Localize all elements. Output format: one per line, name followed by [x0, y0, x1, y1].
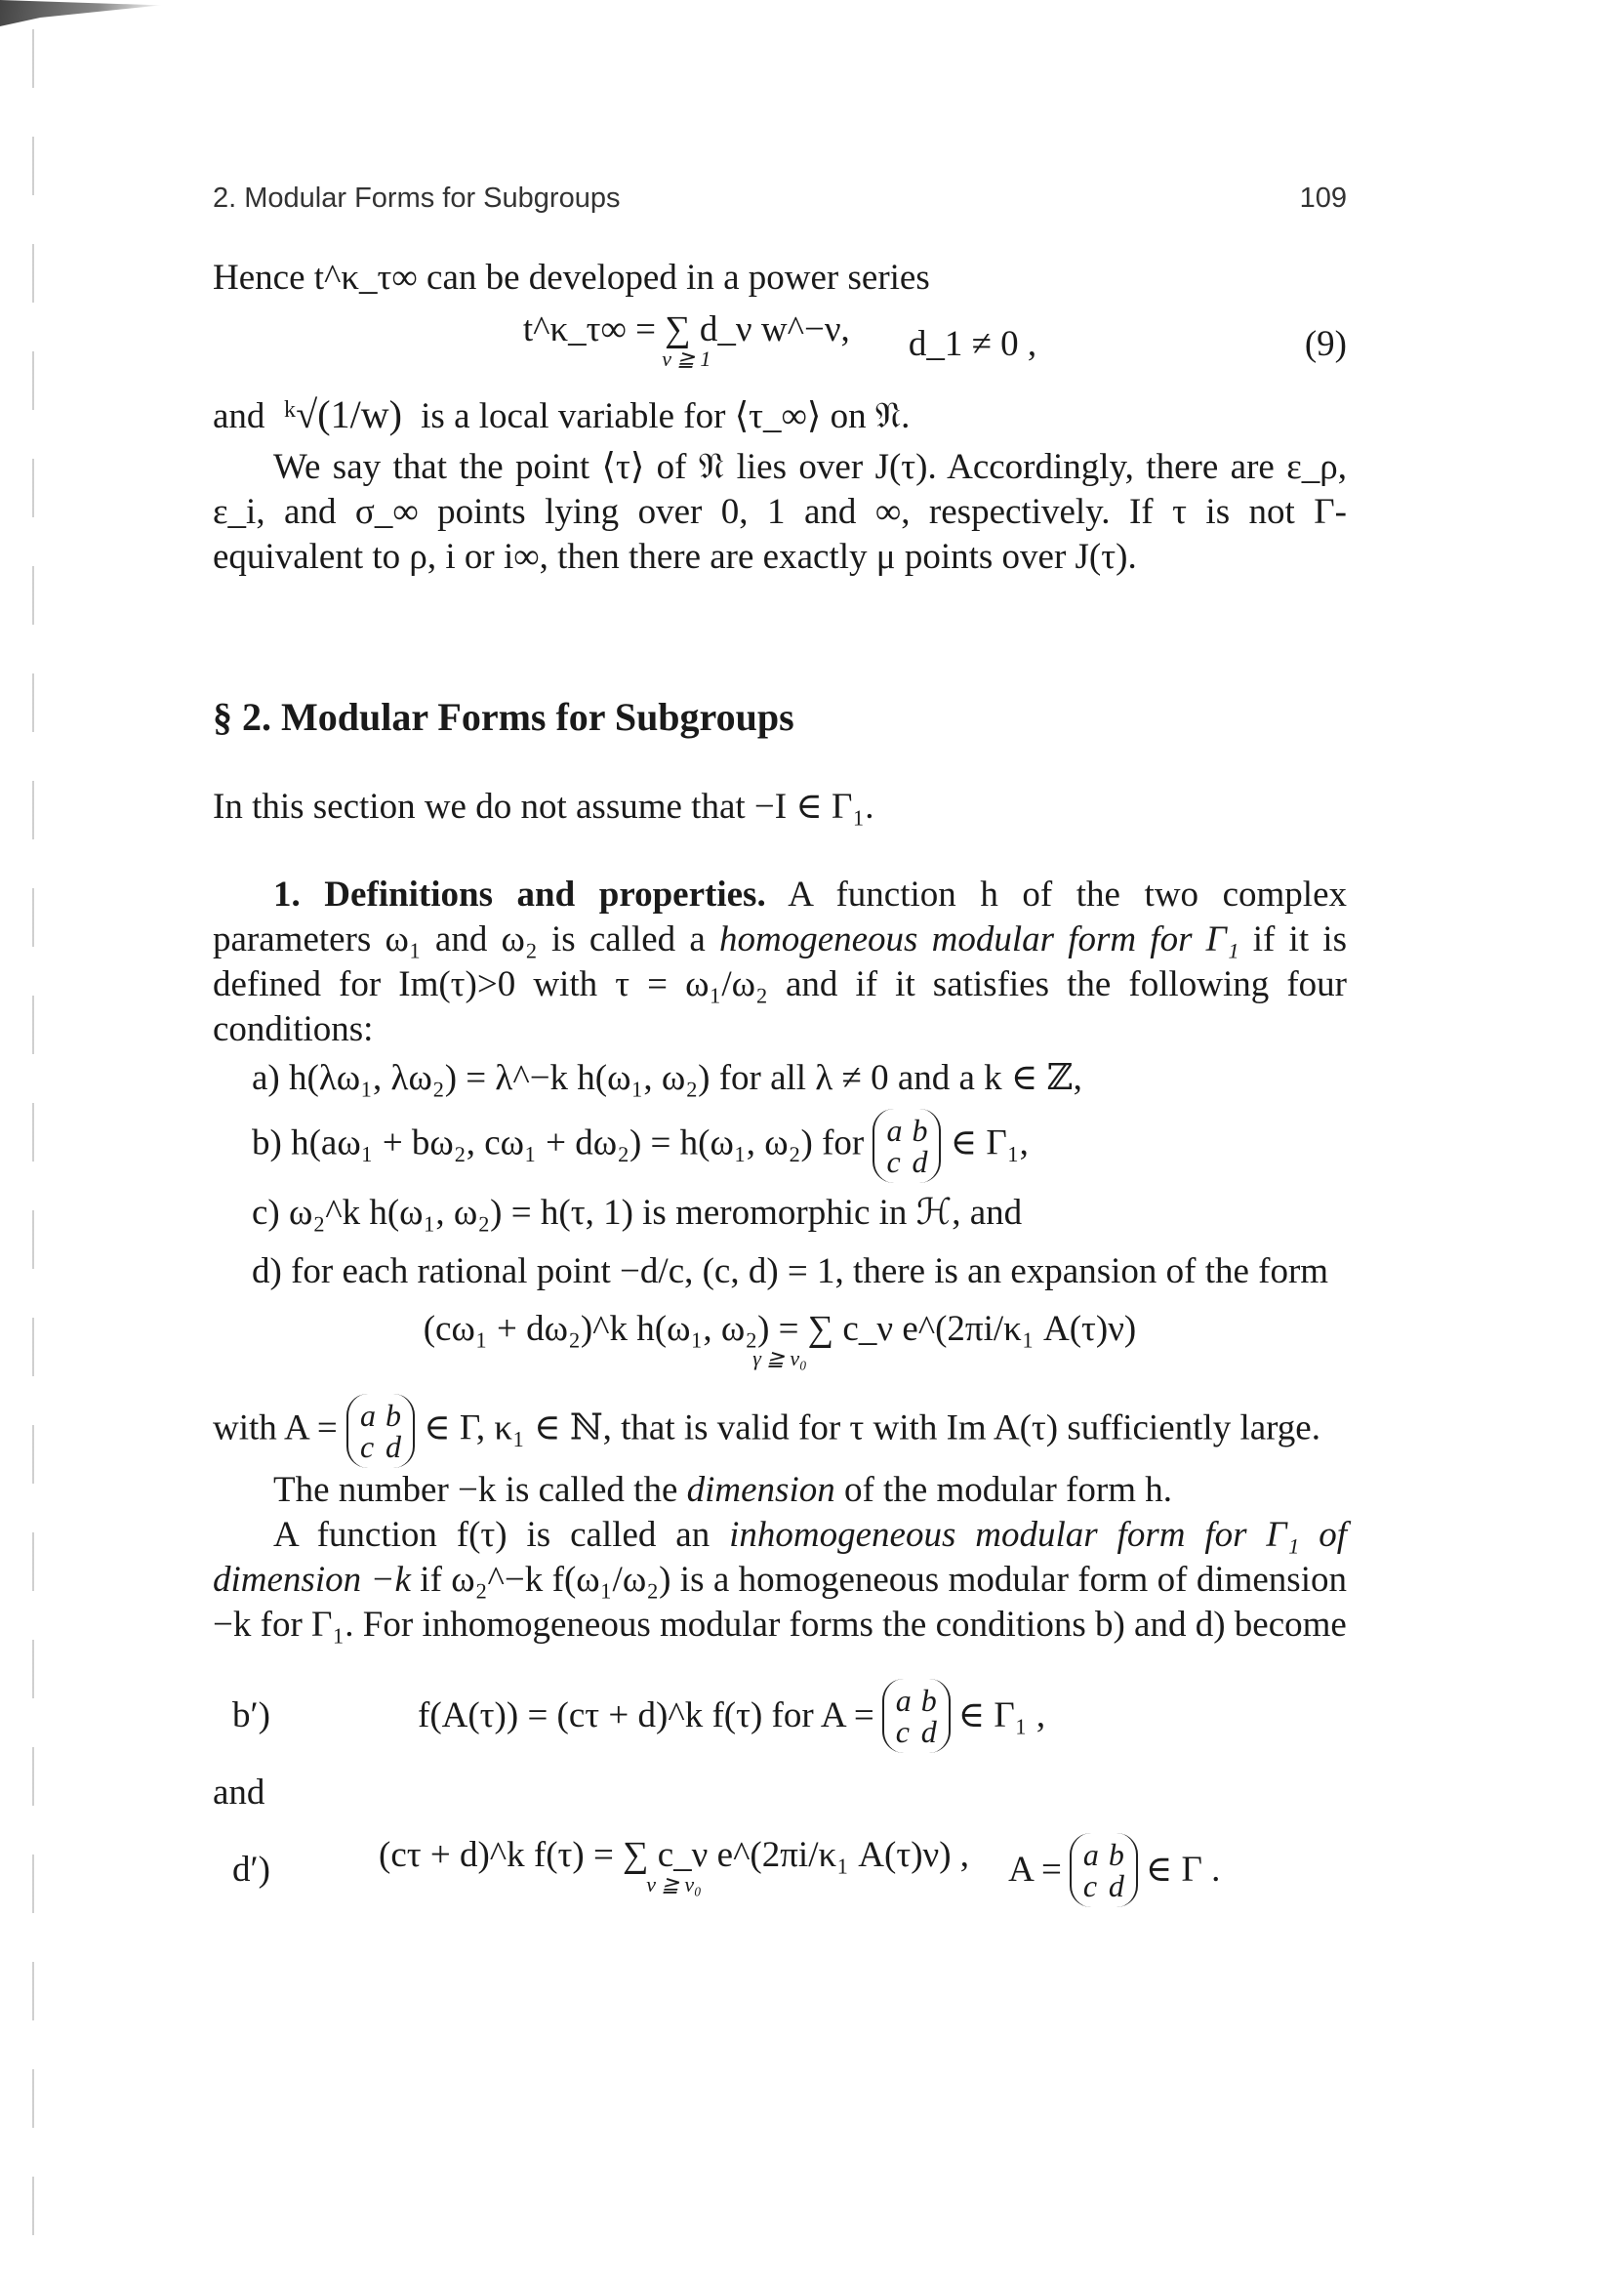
matrix-d: d [912, 1144, 928, 1179]
scan-artifact [0, 0, 161, 29]
dimension-line [213, 1468, 1347, 1513]
condition-d-prime [213, 1821, 1347, 1919]
definitions-text1: A function h of the two complex parameters ω₁ and ω₂ is called a [213, 875, 1348, 959]
bprime-formula: f(A(τ)) = (cτ + d)^k f(τ) for A = [418, 1695, 874, 1735]
condition-b [252, 1109, 1347, 1183]
matrix-b-entry: b [386, 1398, 402, 1433]
matrix-c: c [1082, 1868, 1098, 1903]
definitions-text2: if it is defined for Im(τ)>0 with τ = ω₁/ω₂ and if it satisfies the following four conditions: [213, 919, 1347, 1049]
expansion-sum [423, 1309, 1137, 1373]
dprime-sum [379, 1835, 970, 1899]
matrix-d: d [1108, 1868, 1124, 1903]
condition-b-text: b) h(aω₁ + bω₂, cω₁ + dω₂) = h(ω₁, ω₂) for [252, 1122, 865, 1163]
and-word: and [213, 396, 265, 436]
matrix-b-entry: b [920, 1683, 937, 1718]
matrix-b-entry: b [912, 1113, 928, 1148]
expansion-lhs: (cω₁ + dω₂)^k h(ω₁, ω₂) = ∑ c_ν e^(2πi/κ₁ A(τ)ν) [423, 1309, 1137, 1349]
condition-c: c) ω₂^k h(ω₁, ω₂) = h(τ, 1) is meromorphic in ℋ, and [252, 1193, 1023, 1233]
hence-line: Hence t^κ_τ∞ can be developed in a power series [213, 258, 930, 298]
inhom-emph: inhomogeneous modular form for Γ₁ of dimension −k [213, 1515, 1347, 1600]
matrix-a: a [886, 1113, 903, 1148]
matrix-bprime [882, 1679, 951, 1753]
matrix-c: c [886, 1144, 901, 1179]
eq9-sum [522, 309, 850, 374]
matrix-a: a [895, 1683, 912, 1718]
condition-d: d) for each rational point −d/c, (c, d) = 1, there is an expansion of the form [252, 1251, 1329, 1291]
inhom-text1: A function f(τ) is called an [273, 1515, 730, 1555]
dimension-tail: of the modular form h. [834, 1470, 1172, 1510]
dprime-tail2: ∈ Γ . [1145, 1850, 1221, 1890]
matrix-d: d [920, 1714, 937, 1749]
condition-b-prime [213, 1667, 1347, 1765]
matrix-b-entry: b [1108, 1837, 1124, 1872]
running-head-title: 2. Modular Forms for Subgroups [213, 183, 621, 214]
expansion-sub: γ ≧ ν₀ [752, 1346, 807, 1370]
matrix-dprime [1070, 1833, 1138, 1907]
dimension-text: The number −k is called the [273, 1470, 687, 1510]
section-heading: § 2. Modular Forms for Subgroups [213, 695, 794, 739]
root-expression: ᵏ√(1/w) [283, 392, 402, 436]
definitions-heading: 1. Definitions and properties. [273, 875, 766, 915]
dimension-emph: dimension [686, 1470, 835, 1510]
matrix-a: a [360, 1398, 377, 1433]
dprime-label: d′) [232, 1850, 270, 1890]
bprime-label: b′) [232, 1695, 270, 1735]
lies-over-paragraph: We say that the point ⟨τ⟩ of 𝔑 lies over J(τ). Accordingly, there are ε_ρ, ε_i, and σ_∞ points lying over 0, 1 and ∞, respectively. If τ is not Γ-equivalent to ρ, i or i∞, then there are exactly μ points over J(τ). [213, 447, 1347, 577]
dprime-sub: ν ≧ ν₀ [646, 1872, 702, 1896]
eq9-lhs: t^κ_τ∞ = ∑ d_ν w^−ν, [522, 309, 850, 349]
dprime-formula: (cτ + d)^k f(τ) = ∑ c_ν e^(2πi/κ₁ A(τ)ν) , [379, 1835, 970, 1875]
matrix-a: a [1082, 1837, 1099, 1872]
condition-b-tail: ∈ Γ₁, [950, 1122, 1029, 1163]
local-variable-line [213, 392, 1347, 439]
with-text: with A = [213, 1407, 338, 1448]
eq9-cond: d_1 ≠ 0 , [908, 324, 1037, 364]
condition-a: a) h(λω₁, λω₂) = λ^−k h(ω₁, ω₂) for all λ ≠ 0 and a k ∈ ℤ, [252, 1058, 1082, 1098]
definitions-emph1: homogeneous modular form for Γ₁ [718, 919, 1239, 959]
page-content [213, 176, 1347, 1919]
bprime-tail: ∈ Γ₁ , [957, 1695, 1046, 1735]
with-tail: ∈ Γ, κ₁ ∈ ℕ, that is valid for τ with Im A(τ) sufficiently large. [424, 1407, 1320, 1448]
matrix-with [346, 1394, 415, 1468]
equation-9 [213, 310, 1347, 379]
dprime-tail: A = [1008, 1850, 1062, 1890]
assumption-line: In this section we do not assume that −I ∈ Γ₁. [213, 787, 874, 827]
spacer [213, 830, 1347, 873]
page-number: 109 [1299, 183, 1347, 214]
inhomogeneous-paragraph [213, 1513, 1347, 1648]
matrix-c: c [360, 1429, 375, 1464]
matrix-d: d [386, 1429, 402, 1464]
scan-edge-line [32, 29, 34, 2274]
definitions-paragraph [213, 873, 1347, 1052]
with-line [213, 1394, 1347, 1468]
expansion-formula [213, 1310, 1347, 1378]
matrix-c: c [895, 1714, 910, 1749]
eq9-sub: ν ≧ 1 [662, 347, 711, 371]
eq9-number: (9) [1304, 324, 1347, 364]
local-variable-text: is a local variable for ⟨τ_∞⟩ on 𝔑. [421, 396, 911, 436]
matrix-b [873, 1109, 941, 1183]
inhom-text2: if ω₂^−k f(ω₁/ω₂) is a homogeneous modular form of dimension −k for Γ₁. For inhomogeneous modular forms the conditions b) and d) become [213, 1560, 1347, 1645]
running-head [213, 176, 1347, 221]
and-word-2: and [213, 1773, 265, 1813]
